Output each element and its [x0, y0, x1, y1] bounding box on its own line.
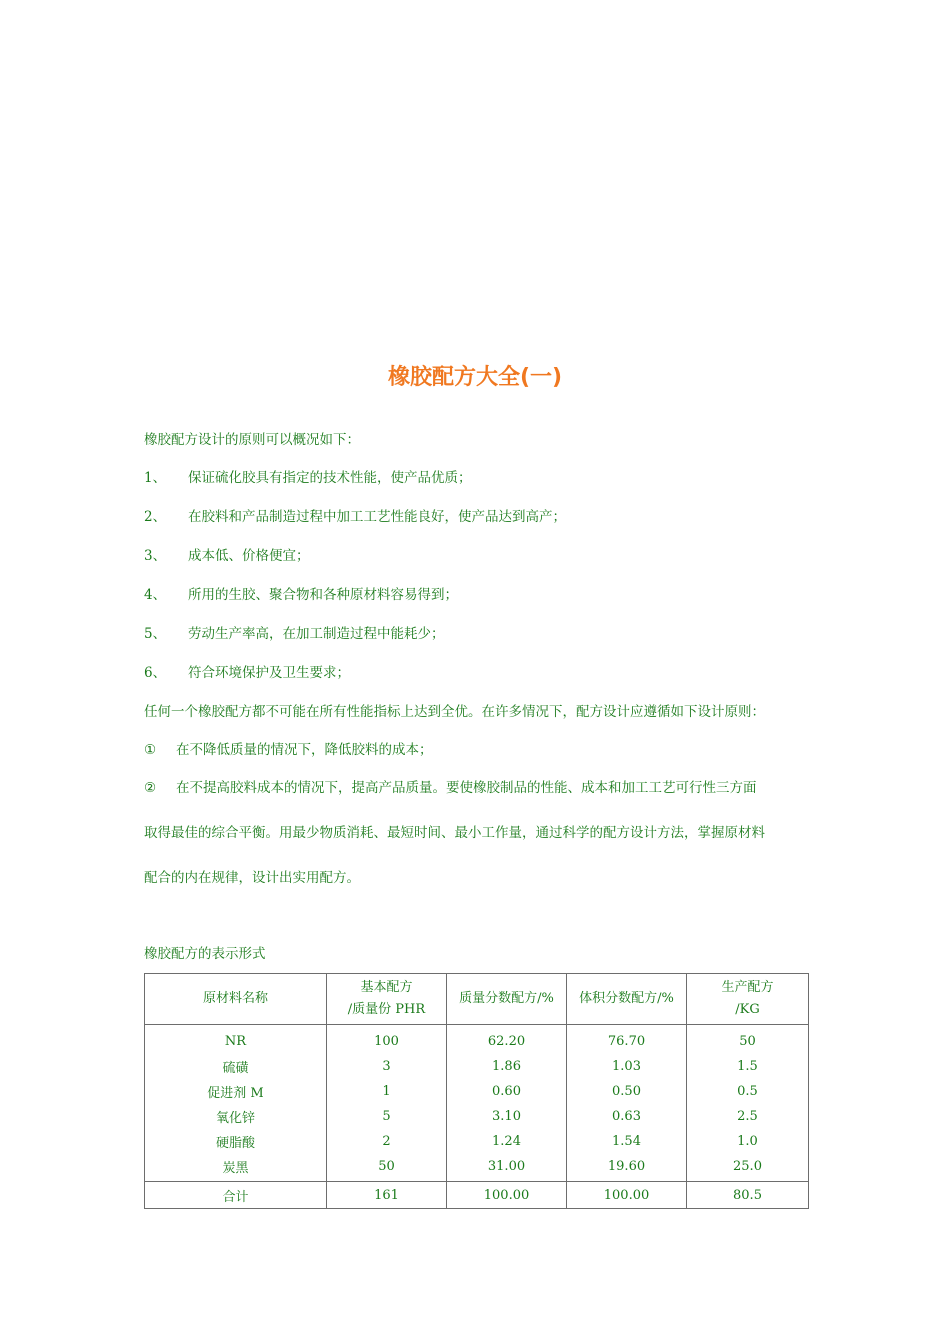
- table-header-row: [145, 974, 808, 1025]
- table-row: [145, 1154, 808, 1181]
- principle-item: [144, 661, 350, 681]
- table-row: [145, 1129, 808, 1154]
- table-cell: 100: [327, 1025, 447, 1054]
- table-cell: 促进剂 M: [145, 1079, 327, 1104]
- rule-continuation: 取得最佳的综合平衡。用最少物质消耗、最短时间、最小工作量，通过科学的配方设计方法，掌握原材料: [144, 825, 765, 841]
- principle-text: 符合环境保护及卫生要求；: [188, 665, 350, 681]
- principle-item: [144, 505, 566, 525]
- design-rule-paragraph: 任何一个橡胶配方都不可能在所有性能指标上达到全优。在许多情况下，配方设计应遵循如下设计原则：: [144, 704, 765, 720]
- table-row: [145, 1025, 808, 1054]
- column-header: 体积分数配方/%: [567, 974, 687, 1025]
- principle-item: [144, 544, 310, 564]
- table-cell: 0.60: [447, 1079, 567, 1104]
- table-cell: 炭黑: [145, 1154, 327, 1181]
- table-row: [145, 1104, 808, 1129]
- table-cell: 76.70: [567, 1025, 687, 1054]
- column-header: 基本配方 /质量份 PHR: [327, 974, 447, 1025]
- table-total-row: [145, 1181, 808, 1208]
- table-cell: 2.5: [737, 1109, 758, 1124]
- table-row: [145, 1054, 808, 1079]
- table-cell: 0.5: [737, 1084, 758, 1099]
- table-row: [145, 1079, 808, 1104]
- principle-text: 保证硫化胶具有指定的技术性能，使产品优质；: [188, 470, 472, 486]
- principle-item: [144, 583, 458, 603]
- table-cell: 50: [739, 1034, 756, 1049]
- table-cell: 1.03: [567, 1054, 687, 1079]
- formula-table: [144, 973, 809, 1209]
- table-cell: 1.5: [737, 1059, 758, 1074]
- principle-number: 5、: [144, 626, 167, 642]
- table-cell: 0.63: [567, 1104, 687, 1129]
- principle-number: 2、: [144, 509, 167, 525]
- total-cell: 161: [327, 1181, 447, 1208]
- table-cell: 50: [327, 1154, 447, 1181]
- table-cell: 19.60: [567, 1154, 687, 1181]
- table-cell: 1.24: [447, 1129, 567, 1154]
- principle-item: [144, 622, 445, 642]
- table-cell: 0.50: [567, 1079, 687, 1104]
- table-cell: 25.0: [733, 1159, 762, 1174]
- principle-number: 1、: [144, 470, 167, 486]
- table-cell: 氧化锌: [145, 1104, 327, 1129]
- rule-continuation: 配合的内在规律，设计出实用配方。: [144, 870, 360, 886]
- table-cell: 1.54: [567, 1129, 687, 1154]
- table-cell: 31.00: [447, 1154, 567, 1181]
- table-cell: 3.10: [447, 1104, 567, 1129]
- rule-text: 在不降低质量的情况下，降低胶料的成本；: [176, 742, 433, 758]
- total-cell: 100.00: [567, 1181, 687, 1208]
- total-cell: 合计: [145, 1181, 327, 1208]
- rule-item: [144, 738, 433, 758]
- column-header: 生产配方 /KG: [687, 974, 808, 1025]
- rule-text: 在不提高胶料成本的情况下，提高产品质量。要使橡胶制品的性能、成本和加工工艺可行性三方面: [176, 780, 757, 796]
- rule-item: [144, 776, 757, 796]
- table-cell: 62.20: [447, 1025, 567, 1054]
- total-cell: 100.00: [447, 1181, 567, 1208]
- principle-text: 劳动生产率高，在加工制造过程中能耗少；: [188, 626, 445, 642]
- table-cell: 1.86: [447, 1054, 567, 1079]
- table-cell: 1: [327, 1079, 447, 1104]
- rule-number: ②: [144, 780, 157, 796]
- table-cell: 1.0: [737, 1134, 758, 1149]
- principle-number: 4、: [144, 587, 167, 603]
- principle-text: 所用的生胶、聚合物和各种原材料容易得到；: [188, 587, 458, 603]
- principle-text: 成本低、价格便宜；: [188, 548, 310, 564]
- table-cell: NR: [145, 1025, 327, 1054]
- column-header: 原材料名称: [145, 974, 327, 1025]
- principle-number: 6、: [144, 665, 167, 681]
- document-title: 橡胶配方大全(一): [387, 365, 563, 390]
- table-caption: 橡胶配方的表示形式: [144, 946, 266, 962]
- principle-number: 3、: [144, 548, 167, 564]
- column-header: 质量分数配方/%: [447, 974, 567, 1025]
- total-cell: 80.5: [687, 1181, 808, 1208]
- table-cell: 硫磺: [145, 1054, 327, 1079]
- table-cell: 3: [327, 1054, 447, 1079]
- principle-item: [144, 466, 472, 486]
- table-cell: 2: [327, 1129, 447, 1154]
- table-cell: 5: [327, 1104, 447, 1129]
- principle-text: 在胶料和产品制造过程中加工工艺性能良好，使产品达到高产；: [188, 509, 566, 525]
- rule-number: ①: [144, 742, 157, 758]
- intro-text: 橡胶配方设计的原则可以概况如下：: [144, 432, 360, 448]
- table-cell: 硬脂酸: [145, 1129, 327, 1154]
